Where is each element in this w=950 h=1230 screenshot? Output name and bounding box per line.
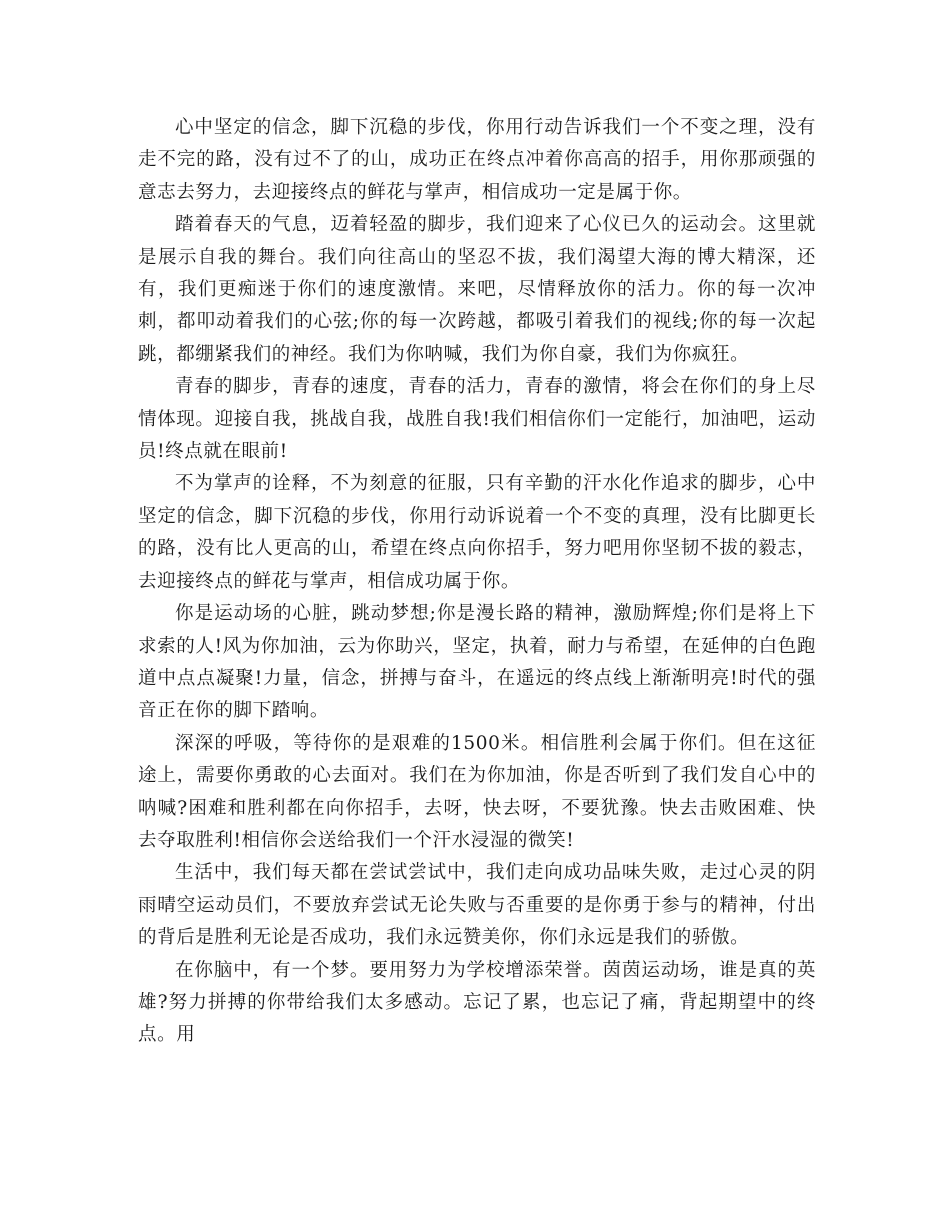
paragraph: 不为掌声的诠释，不为刻意的征服，只有辛勤的汗水化作追求的脚步，心中坚定的信念，脚下沉稳的步伐，你用行动诉说着一个不变的真理，没有比脚更长的路，没有比人更高的山，希望在终点向你招手，努力吧用你坚韧不拔的毅志，去迎接终点的鲜花与掌声，相信成功属于你。: [138, 473, 816, 592]
document-body: [138, 112, 816, 1052]
paragraph: 你是运动场的心脏，跳动梦想;你是漫长路的精神，激励辉煌;你们是将上下求索的人!风为你加油，云为你助兴，坚定，执着，耐力与希望，在延伸的白色跑道中点点凝聚!力量，信念，拼搏与奋斗，在遥远的终点线上渐渐明亮!时代的强音正在你的脚下踏响。: [138, 603, 816, 722]
paragraph: 踏着春天的气息，迈着轻盈的脚步，我们迎来了心仪已久的运动会。这里就是展示自我的舞台。我们向往高山的坚忍不拔，我们渴望大海的博大精深，还有，我们更痴迷于你们的速度激情。来吧，尽情释放你的活力。你的每一次冲刺，都叩动着我们的心弦;你的每一次跨越，都吸引着我们的视线;你的每一次起跳，都绷紧我们的神经。我们为你呐喊，我们为你自豪，我们为你疯狂。: [138, 214, 816, 365]
paragraph: 在你脑中，有一个梦。要用努力为学校增添荣誉。茵茵运动场，谁是真的英雄?努力拼搏的你带给我们太多感动。忘记了累，也忘记了痛，背起期望中的终点。用: [138, 959, 816, 1046]
paragraph: 生活中，我们每天都在尝试尝试中，我们走向成功品味失败，走过心灵的阴雨晴空运动员们，不要放弃尝试无论失败与否重要的是你勇于参与的精神，付出的背后是胜利无论是否成功，我们永远赞美你，你们永远是我们的骄傲。: [138, 862, 816, 949]
paragraph: 心中坚定的信念，脚下沉稳的步伐，你用行动告诉我们一个不变之理，没有走不完的路，没有过不了的山，成功正在终点冲着你高高的招手，用你那顽强的意志去努力，去迎接终点的鲜花与掌声，相信成功一定是属于你。: [138, 117, 816, 203]
paragraph: 青春的脚步，青春的速度，青春的活力，青春的激情，将会在你们的身上尽情体现。迎接自我，挑战自我，战胜自我!我们相信你们一定能行，加油吧，运动员!终点就在眼前!: [138, 376, 816, 463]
paragraph: 深深的呼吸，等待你的是艰难的1500米。相信胜利会属于你们。但在这征途上，需要你勇敢的心去面对。我们在为你加油，你是否听到了我们发自心中的呐喊?困难和胜利都在向你招手，去呀，快去呀，不要犹豫。快去击败困难、快去夺取胜利!相信你会送给我们一个汗水浸湿的微笑!: [138, 732, 816, 851]
